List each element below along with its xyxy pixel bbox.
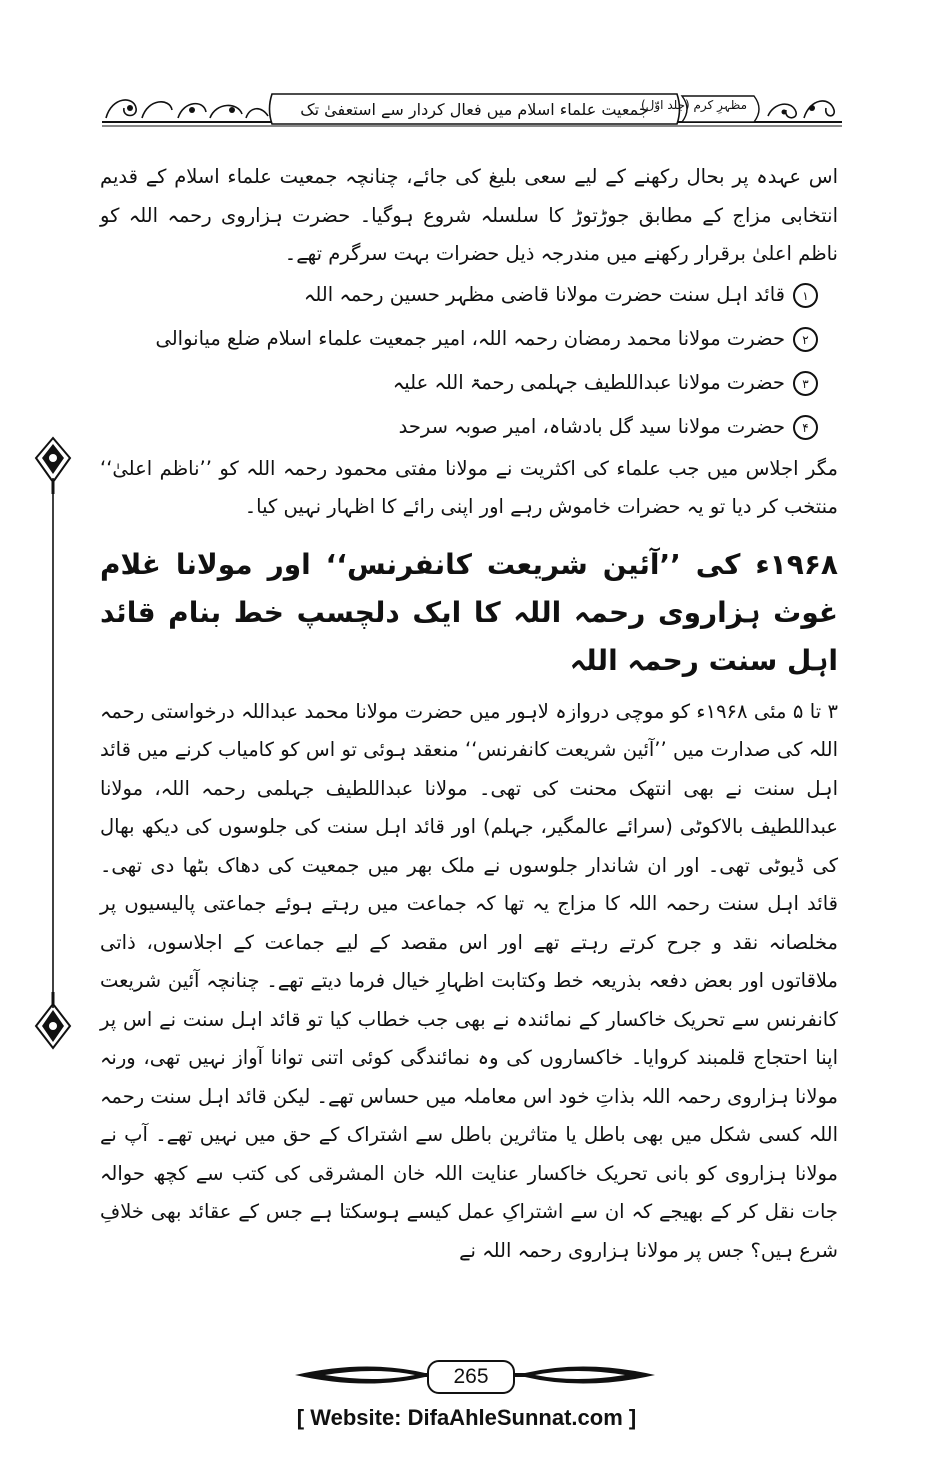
list-item-text: حضرت مولانا محمد رمضان رحمہ اللہ، امیر جمعیت علماء اسلام ضلع میانوالی: [155, 327, 785, 351]
list-item-text: قائد اہل سنت حضرت مولانا قاضی مظہر حسین رحمہ اللہ: [303, 283, 785, 307]
paragraph-2: مگر اجلاس میں جب علماء کی اکثریت نے مولانا مفتی محمود رحمہ اللہ کو ’’ناظم اعلیٰ‘‘ منتخب کر دیا تو یہ حضرات خاموش رہے اور اپنی رائے کا اظہار نہیں کیا۔: [100, 456, 838, 518]
supporters-list: [100, 274, 838, 450]
list-item: [100, 274, 818, 318]
list-item: [100, 406, 818, 450]
header-title: [272, 94, 747, 124]
list-number: ۴: [793, 415, 818, 440]
list-number: ۱: [793, 283, 818, 308]
section-heading: ۱۹۶۸ء کی ’’آئین شریعت کانفرنس‘‘ اور مولانا غلام غوث ہزاروی رحمہ اللہ کا ایک دلچسپ خط بنام قائد اہل سنت رحمہ اللہ: [100, 547, 838, 677]
vertical-rule-ornament-icon: [30, 438, 76, 1048]
list-number: ۳: [793, 371, 818, 396]
page-body: [100, 158, 838, 1270]
book-title: مظہرِ کرم (جلد اوّل): [640, 98, 747, 112]
page-number: 265: [427, 1360, 515, 1394]
list-item: [100, 318, 818, 362]
paragraph-3: ۳ تا ۵ مئی ۱۹۶۸ء کو موچی دروازہ لاہور میں حضرت مولانا محمد عبداللہ درخواستی رحمہ اللہ کی صدارت میں ’’آئین شریعت کانفرنس‘‘ منعقد ہوئی تو اس کو کامیاب کرنے میں قائد اہل سنت نے بھی انتھک محنت کی تھی۔ مولانا عبداللطیف جہلمی رحمہ اللہ، مولانا عبداللطیف بالاکوٹی (سرائے عالمگیر، جہلم) اور قائد اہل سنت کی جلوسوں کی دیکھ بھال کی ڈیوٹی تھی۔ اور ان شاندار جلوسوں نے ملک بھر میں جمعیت کی دھاک بٹھا دی تھی۔ قائد اہل سنت رحمہ اللہ کا مزاج یہ تھا کہ جماعت میں رہتے ہوئے جماعتی پالیسیوں پر مخلصانہ نقد و جرح کرتے رہتے تھے اور اس مقصد کے لیے جماعت کے اجلاسوں، ذاتی ملاقاتوں اور بعض دفعہ بذریعہ خط وکتابت اظہارِ خیال فرما دیتے تھے۔ چنانچہ آئین شریعت کانفرنس سے تحریک خاکسار کے نمائندہ نے بھی جب خطاب کیا تو قائد اہل سنت نے اس پر اپنا احتجاج قلمبند کروایا۔ خاکساروں کی وہ نمائندگی کوئی اتنی توانا آواز نہیں تھی، ورنہ مولانا ہزاروی رحمہ اللہ بذاتِ خود اس معاملہ میں حساس تھے۔ لیکن قائد اہل سنت رحمہ اللہ کسی شکل میں بھی باطل یا متاثرین باطل سے اشتراک کے حق میں نہیں تھے۔ آپ نے مولانا ہزاروی کو بانی تحریک خاکسار عنایت اللہ خان المشرقی کی کتب سے کچھ حوالہ جات نقل کر کے بھیجے کہ ان سے اشتراکِ عمل کیسے ہوسکتا ہے جس کے عقائد بھی خلافِ شرع ہیں؟ جس پر مولانا ہزاروی رحمہ اللہ نے: [100, 699, 838, 1262]
list-number: ۲: [793, 327, 818, 352]
list-item-text: حضرت مولانا سید گل بادشاہ، امیر صوبہ سرحد: [398, 415, 785, 439]
running-header: [92, 88, 852, 136]
list-item-text: حضرت مولانا عبداللطیف جہلمی رحمۃ اللہ علیہ: [392, 371, 785, 395]
website-footer[interactable]: [ Website: DifaAhleSunnat.com ]: [296, 1405, 637, 1430]
list-item: [100, 362, 818, 406]
chapter-title: جمعیت علماء اسلام میں فعال کردار سے استعفیٰ تک: [300, 99, 649, 119]
paragraph-1: اس عہدہ پر بحال رکھنے کے لیے سعی بلیغ کی جائے، چنانچہ جمعیت علماء اسلام کے قدیم انتخابی مزاج کے مطابق جوڑتوڑ کا سلسلہ شروع ہوگیا۔ حضرت ہزاروی رحمہ اللہ کو ناظم اعلیٰ برقرار رکھنے میں مندرجہ ذیل حضرات بہت سرگرم تھے۔: [100, 165, 838, 265]
